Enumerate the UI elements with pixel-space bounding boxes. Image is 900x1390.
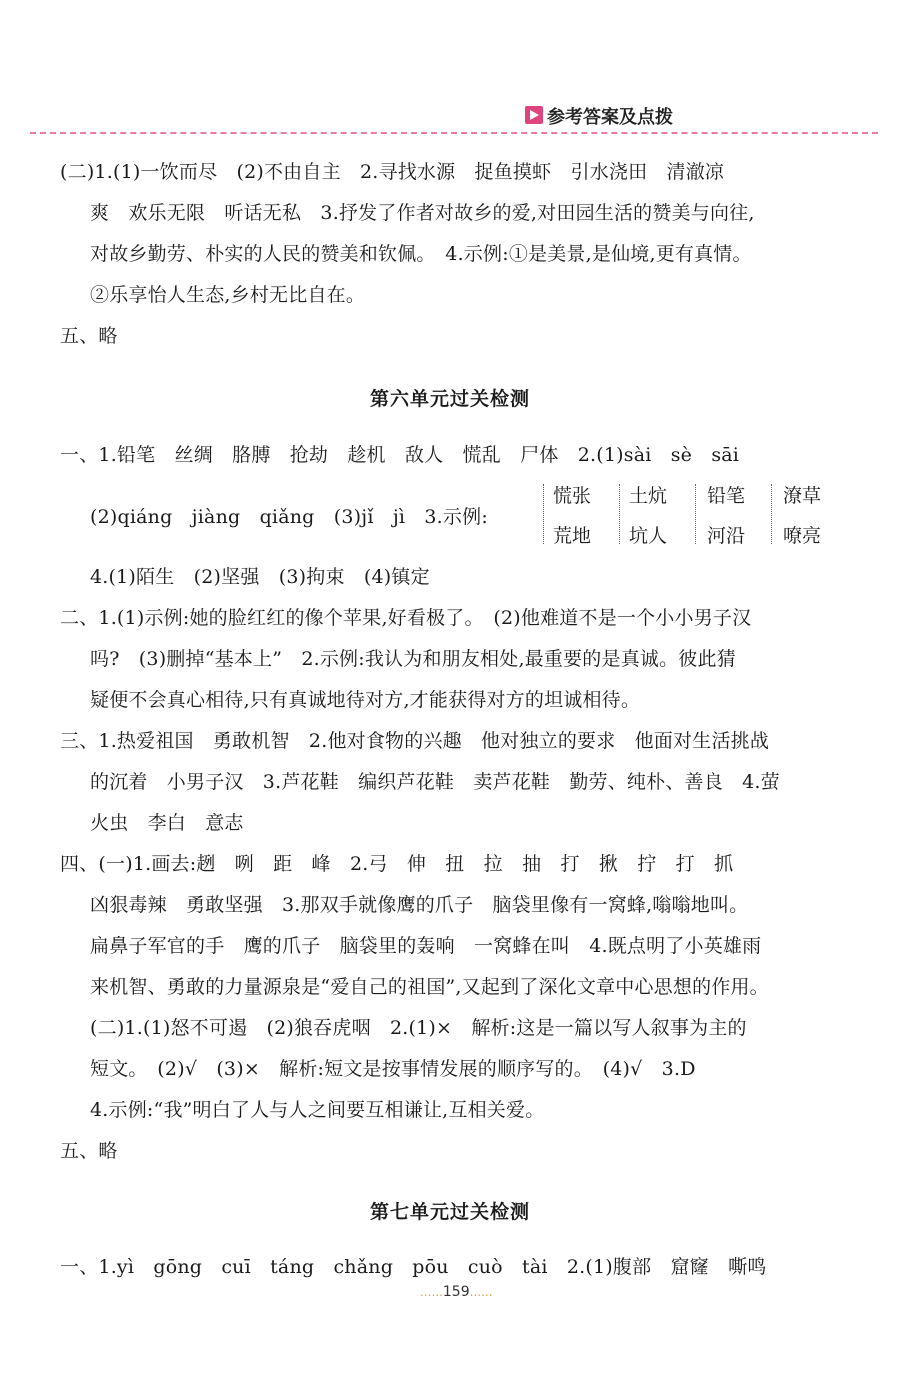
text-line: 疑便不会真心相待,只有真诚地待对方,才能获得对方的坦诚相待。 (90, 689, 641, 711)
text-line: 火虫 李白 意志 (90, 812, 244, 834)
word-pair-bottom: 嘹亮 (783, 525, 822, 547)
page-header (0, 0, 900, 140)
text-line: 来机智、勇敢的力量源泉是“爱自己的祖国”,又起到了深化文章中心思想的作用。 (90, 976, 769, 998)
column-divider (695, 484, 696, 544)
text-line: 五、略 (60, 1140, 118, 1162)
text-line: 对故乡勤劳、朴实的人民的赞美和钦佩。 4.示例:①是美景,是仙境,更有真情。 (90, 243, 752, 265)
text-line: 三、1.热爱祖国 勇敢机智 2.他对食物的兴趣 他对独立的要求 他面对生活挑战 (60, 730, 770, 752)
bracket (543, 484, 550, 544)
text-line: 二、1.(1)示例:她的脸红红的像个苹果,好看极了。 (2)他难道不是一个小小男子汉 (60, 607, 752, 629)
text-line: 爽 欢乐无限 听话无私 3.抒发了作者对故乡的爱,对田园生活的赞美与向往, (90, 202, 755, 224)
word-pair-top: 土炕 (629, 485, 668, 507)
word-pair-bottom: 坑人 (629, 525, 668, 547)
word-pair-top: 潦草 (783, 485, 822, 507)
text-line: 五、略 (60, 325, 118, 347)
text-line: (二)1.(1)一饮而尽 (2)不由自主 2.寻找水源 捉鱼摸虾 引水浇田 清澈凉 (60, 161, 725, 183)
arrow-icon (525, 106, 543, 124)
text-line: 4.(1)陌生 (2)坚强 (3)拘束 (4)镇定 (90, 566, 430, 588)
text-line: 四、(一)1.画去:趔 咧 距 峰 2.弓 伸 扭 拉 抽 打 揪 拧 打 抓 (60, 853, 734, 875)
word-pair-top: 慌张 (553, 485, 592, 507)
text-line: (2)qiáng jiàng qiǎng (3)jǐ jì 3.示例: (90, 506, 488, 528)
text-line: ②乐享怡人生态,乡村无比自在。 (90, 284, 366, 306)
section-heading-unit6: 第六单元过关检测 (369, 388, 530, 410)
text-line: 4.示例:“我”明白了人与人之间要互相谦让,互相关爱。 (90, 1099, 545, 1121)
column-divider (619, 484, 620, 544)
header-title: 参考答案及点拨 (547, 107, 673, 128)
word-pairs-table (549, 482, 849, 548)
text-line: (二)1.(1)怒不可遏 (2)狼吞虎咽 2.(1)× 解析:这是一篇以写人叙事为主的 (90, 1017, 747, 1039)
text-line: 凶狠毒辣 勇敢坚强 3.那双手就像鹰的爪子 脑袋里像有一窝蜂,嗡嗡地叫。 (90, 894, 749, 916)
text-line: 扁鼻子军官的手 鹰的爪子 脑袋里的轰响 一窝蜂在叫 4.既点明了小英雄雨 (90, 935, 762, 957)
page-number (420, 1284, 480, 1300)
text-line: 的沉着 小男子汉 3.芦花鞋 编织芦花鞋 卖芦花鞋 勤劳、纯朴、善良 4.萤 (90, 771, 780, 793)
section-heading-unit7: 第七单元过关检测 (369, 1201, 530, 1223)
text-line: 短文。 (2)√ (3)× 解析:短文是按事情发展的顺序写的。 (4)√ 3.D (90, 1058, 696, 1080)
header-divider (30, 132, 878, 134)
page-number-value: 159 (442, 1284, 470, 1300)
text-line: 吗? (3)删掉“基本上” 2.示例:我认为和朋友相处,最重要的是真诚。彼此猜 (90, 648, 736, 670)
word-pair-bottom: 河沿 (707, 525, 746, 547)
word-pair-top: 铅笔 (707, 485, 746, 507)
text-line: 一、1.铅笔 丝绸 胳膊 抢劫 趁机 敌人 慌乱 尸体 2.(1)sài sè sāi (60, 444, 740, 466)
column-divider (771, 484, 772, 544)
text-line: 一、1.yì gōng cuī táng chǎng pōu cuò tài 2.(1)腹部 窟窿 嘶鸣 (60, 1256, 767, 1278)
word-pair-bottom: 荒地 (553, 525, 592, 547)
